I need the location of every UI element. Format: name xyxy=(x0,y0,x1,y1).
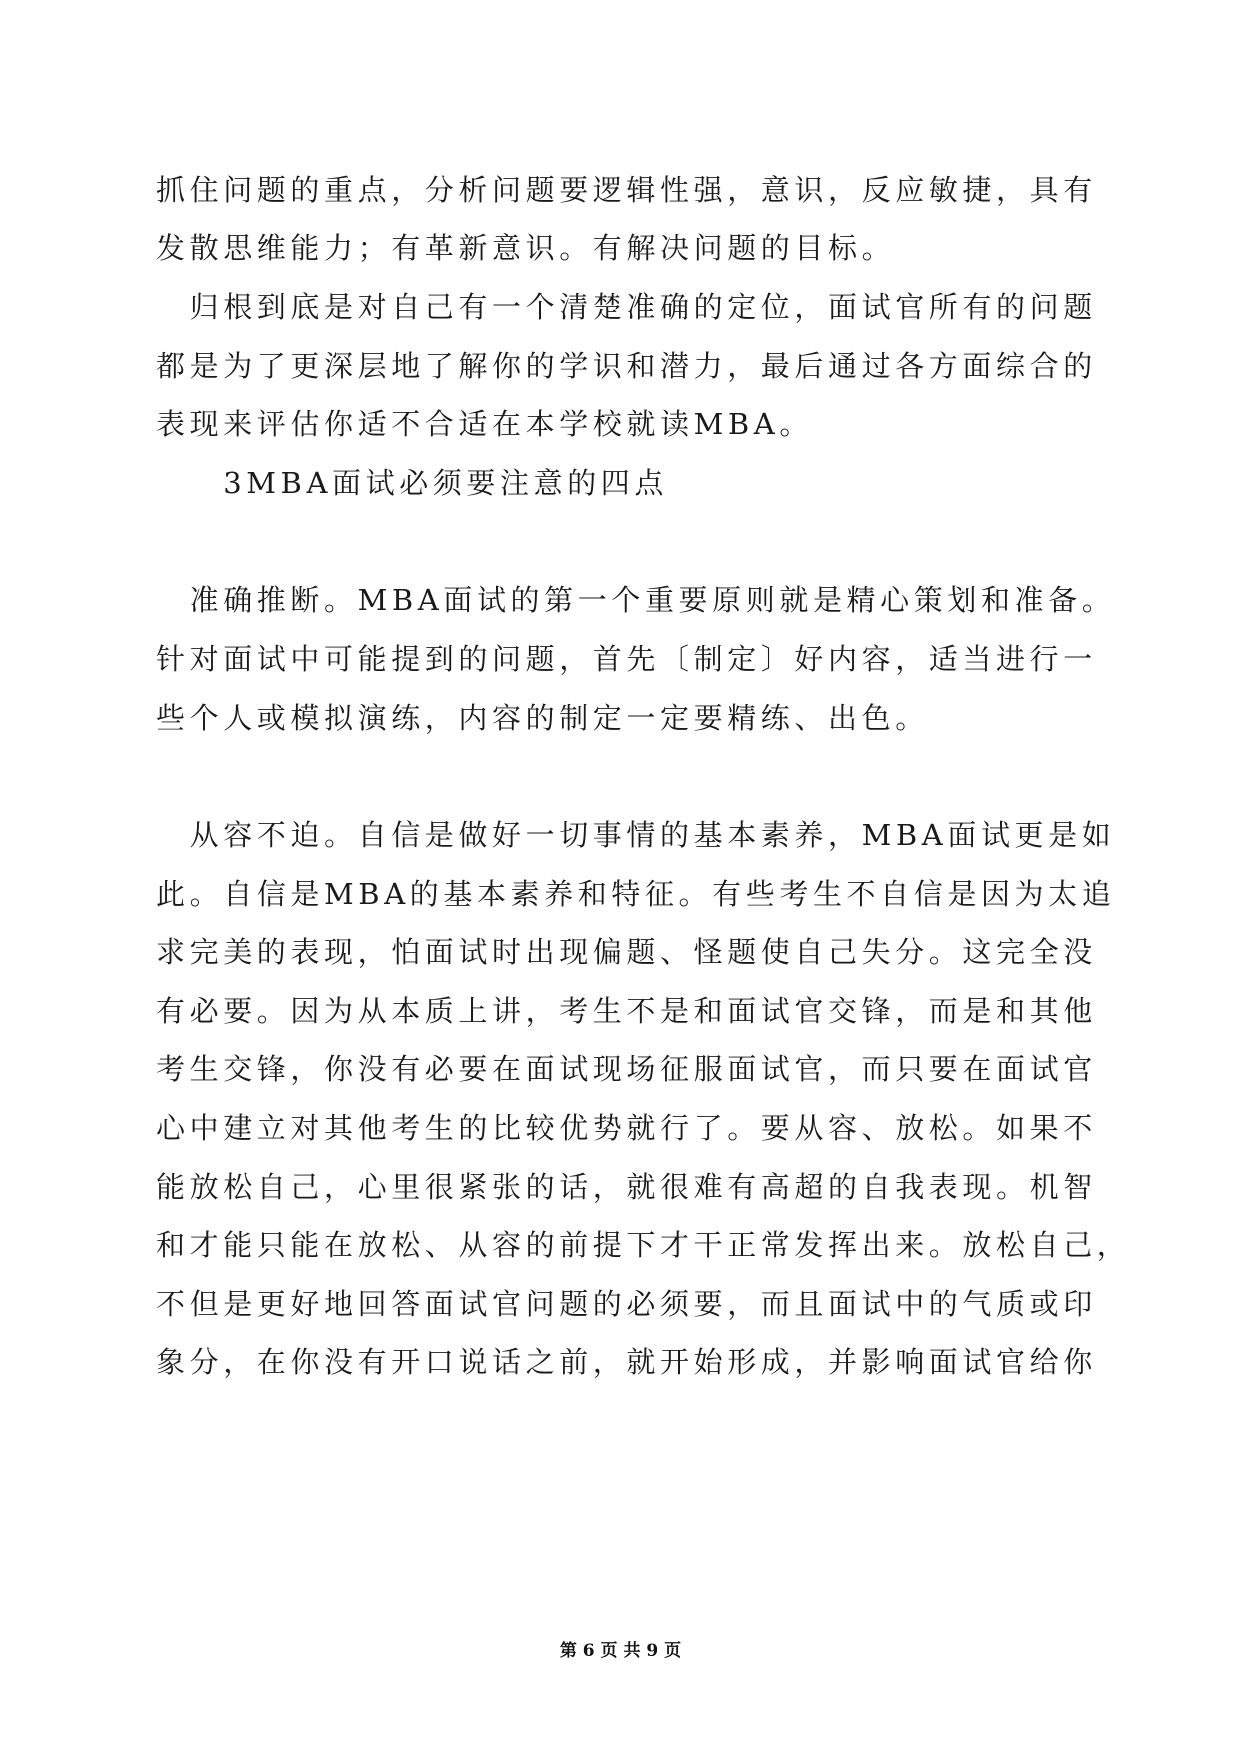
section-heading: 3MBA面试必须要注意的四点 xyxy=(156,466,668,500)
text-line: 发散思维能力；有革新意识。有解决问题的目标。 xyxy=(156,231,896,265)
text-line: 心中建立对其他考生的比较优势就行了。要从容、放松。如果不 xyxy=(156,1111,1097,1145)
text-line: 有必要。因为从本质上讲，考生不是和面试官交锋，而是和其他 xyxy=(156,994,1097,1028)
text-line: 此。自信是MBA的基本素养和特征。有些考生不自信是因为太追 xyxy=(156,877,1116,911)
text-line: 象分，在你没有开口说话之前，就开始形成，并影响面试官给你 xyxy=(156,1345,1097,1379)
text-line: 表现来评估你适不合适在本学校就读MBA。 xyxy=(156,407,813,441)
text-line: 和才能只能在放松、从容的前提下才干正常发挥出来。放松自己， xyxy=(156,1228,1131,1262)
text-line: 都是为了更深层地了解你的学识和潜力，最后通过各方面综合的 xyxy=(156,349,1097,383)
text-line: 不但是更好地回答面试官问题的必须要，而且面试中的气质或印 xyxy=(156,1287,1097,1321)
text-line: 能放松自己，心里很紧张的话，就很难有高超的自我表现。机智 xyxy=(156,1170,1097,1204)
text-line: 抓住问题的重点，分析问题要逻辑性强，意识，反应敏捷，具有 xyxy=(156,173,1097,207)
text-line: 些个人或模拟演练，内容的制定一定要精练、出色。 xyxy=(156,701,929,735)
text-line: 归根到底是对自己有一个清楚准确的定位，面试官所有的问题 xyxy=(156,290,1097,324)
text-line: 针对面试中可能提到的问题，首先〔制定〕好内容，适当进行一 xyxy=(156,642,1097,676)
text-line: 求完美的表现，怕面试时出现偏题、怪题使自己失分。这完全没 xyxy=(156,935,1097,969)
text-line: 准确推断。MBA面试的第一个重要原则就是精心策划和准备。 xyxy=(156,583,1116,617)
text-line: 从容不迫。自信是做好一切事情的基本素养，MBA面试更是如 xyxy=(156,818,1116,852)
page-number-footer: 第 6 页 共 9 页 xyxy=(559,1641,682,1661)
text-line: 考生交锋，你没有必要在面试现场征服面试官，而只要在面试官 xyxy=(156,1052,1097,1086)
